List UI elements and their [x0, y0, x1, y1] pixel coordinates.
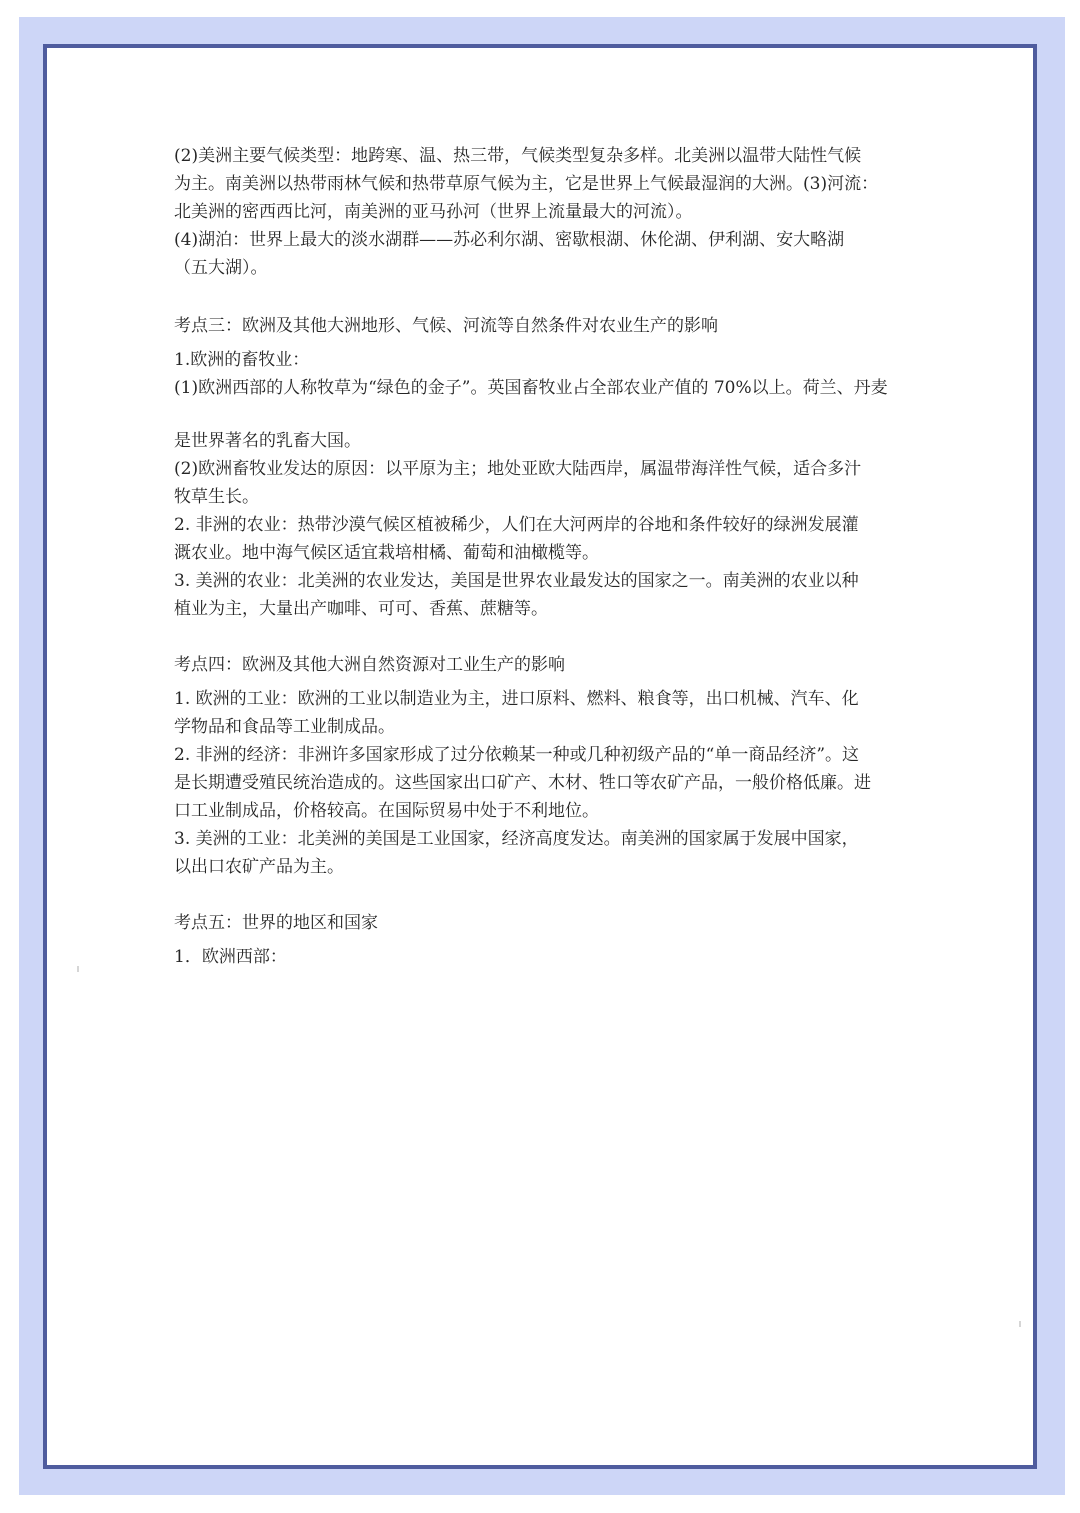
- section-3-title: 考点三：欧洲及其他大洲地形、气候、河流等自然条件对农业生产的影响: [174, 316, 718, 336]
- text-line: 2. 非洲的农业：热带沙漠气候区植被稀少，人们在大河两岸的谷地和条件较好的绿洲发展灌: [174, 515, 859, 535]
- section-4-title: 考点四：欧洲及其他大洲自然资源对工业生产的影响: [174, 655, 565, 675]
- text-line: 口工业制成品，价格较高。在国际贸易中处于不利地位。: [174, 801, 599, 821]
- text-line: 1. 欧洲的工业：欧洲的工业以制造业为主，进口原料、燃料、粮食等，出口机械、汽车、化: [174, 689, 859, 709]
- document-body: [174, 142, 934, 971]
- text-line: （五大湖）。: [174, 258, 268, 278]
- scan-speck: [77, 966, 79, 972]
- text-line: 牧草生长。: [174, 487, 259, 507]
- text-line: 3. 美洲的工业：北美洲的美国是工业国家，经济高度发达。南美洲的国家属于发展中国家，: [174, 829, 859, 849]
- section-3-item-1-head: 1.欧洲的畜牧业：: [174, 350, 310, 370]
- section-5-item-1-head: 1．欧洲西部：: [174, 947, 287, 967]
- text-line: (2)美洲主要气候类型：地跨寒、温、热三带，气候类型复杂多样。北美洲以温带大陆性气候: [174, 146, 862, 166]
- text-line: 为主。南美洲以热带雨林气候和热带草原气候为主，它是世界上气候最湿润的大洲。(3)河流：: [174, 174, 879, 194]
- text-line: 学物品和食品等工业制成品。: [174, 717, 395, 737]
- text-line: 植业为主，大量出产咖啡、可可、香蕉、蔗糖等。: [174, 599, 548, 619]
- section-3-item-1a-cont: 是世界著名的乳畜大国。: [174, 431, 361, 451]
- text-line: 是长期遭受殖民统治造成的。这些国家出口矿产、木材、牲口等农矿产品，一般价格低廉。进: [174, 773, 871, 793]
- text-line: 3. 美洲的农业：北美洲的农业发达，美国是世界农业最发达的国家之一。南美洲的农业以种: [174, 571, 859, 591]
- text-line: (4)湖泊：世界上最大的淡水湖群——苏必利尔湖、密歇根湖、休伦湖、伊利湖、安大略湖: [174, 230, 845, 250]
- text-line: (2)欧洲畜牧业发达的原因：以平原为主；地处亚欧大陆西岸，属温带海洋性气候，适合多汁: [174, 459, 862, 479]
- section-5-title: 考点五：世界的地区和国家: [174, 913, 378, 933]
- scan-speck: [1019, 1321, 1021, 1327]
- text-line: 溉农业。地中海气候区适宜栽培柑橘、葡萄和油橄榄等。: [174, 543, 599, 563]
- text-line: 北美洲的密西西比河，南美洲的亚马孙河（世界上流量最大的河流）。: [174, 202, 693, 222]
- section-3-item-1a: (1)欧洲西部的人称牧草为“绿色的金子”。英国畜牧业占全部农业产值的 70%以上。荷兰、丹麦: [174, 378, 888, 398]
- text-line: 以出口农矿产品为主。: [174, 857, 344, 877]
- text-line: 2. 非洲的经济：非洲许多国家形成了过分依赖某一种或几种初级产品的“单一商品经济”。这: [174, 745, 860, 765]
- climate-rivers-lakes-block: [174, 142, 934, 282]
